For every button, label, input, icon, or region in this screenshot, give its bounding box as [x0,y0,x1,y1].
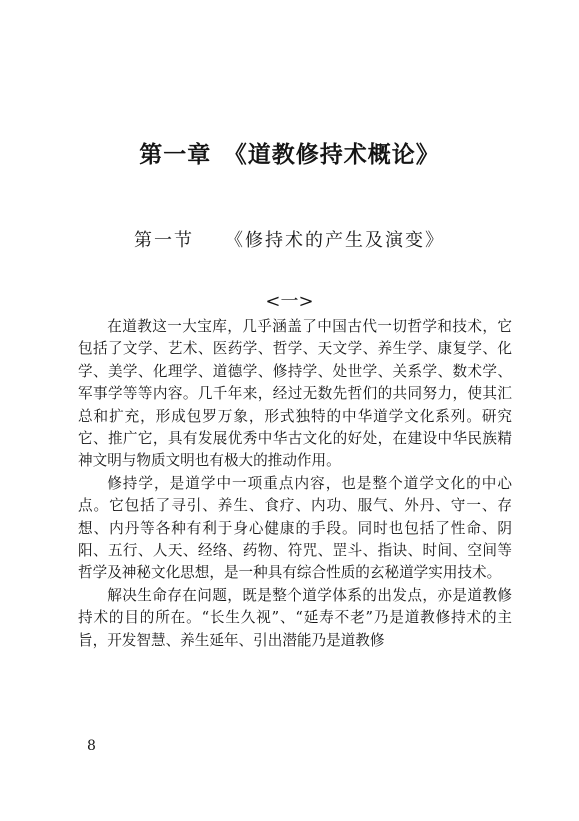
page-number: 8 [87,738,96,754]
subsection-marker: <一> [265,291,314,312]
paragraph: 修持学，是道学中一项重点内容，也是整个道学文化的中心点。它包括了寻引、养生、食疗、内功、服气、外丹、守一、存想、内丹等各种有利于身心健康的手段。同时也包括了性命、阴阳、五行、人天、经络、药物、符咒、罡斗、指诀、时间、空间等哲学及神秘文化思想，是一种具有综合性质的玄秘道学实用技术。 [78,474,512,582]
paragraph: 解决生命存在问题，既是整个道学体系的出发点，亦是道教修持术的目的所在。“长生久视”、“延寿不老”乃是道教修持术的主旨，开发智慧、养生延年、引出潜能乃是道教修 [78,586,512,649]
section-title: 第一节 《修持术的产生及演变》 [134,230,445,251]
body-text [78,316,512,652]
paragraph: 在道教这一大宝库，几乎涵盖了中国古代一切哲学和技术，它包括了文学、艺术、医药学、哲学、天文学、养生学、康复学、化学、美学、化理学、道德学、修持学、处世学、关系学、数术学、军事学等等内容。几千年来，经过无数先哲们的共同努力，使其汇总和扩充，形成包罗万象，形式独特的中华道学文化系列。研究它、推广它，具有发展优秀中华古文化的好处，在建设中华民族精神文明与物质文明也有极大的推动作用。 [78,318,512,470]
chapter-title: 第一章 《道教修持术概论》 [139,141,440,168]
